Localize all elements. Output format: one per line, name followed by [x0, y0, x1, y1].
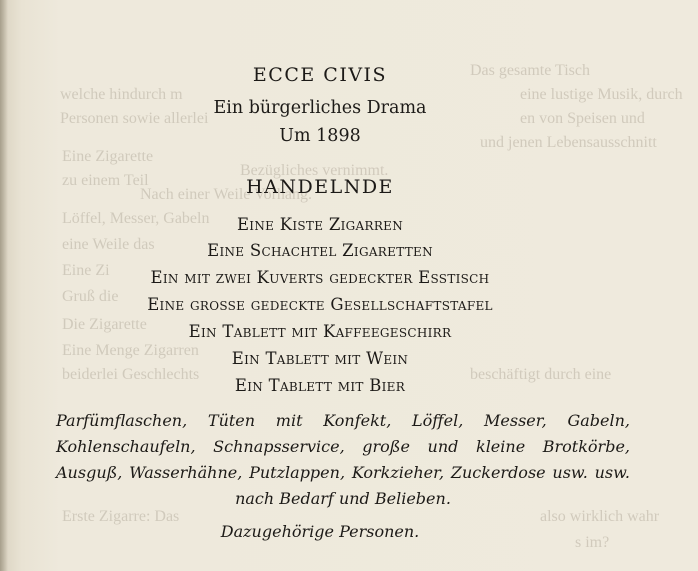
- show-through-line: Erste Zigarre: Das: [62, 508, 180, 525]
- show-through-line: Bezügliches vernimmt.: [240, 162, 389, 179]
- play-title: ECCE CIVIS: [252, 64, 388, 86]
- show-through-line: en von Speisen und: [520, 110, 645, 127]
- show-through-line: beschäftigt durch eine: [470, 366, 612, 383]
- cast-item: Eine Kiste Zigarren: [236, 215, 404, 234]
- show-through-line: Eine Zigarette: [62, 148, 154, 165]
- show-through-line: Nach einer Weile Vorhang.: [140, 186, 312, 203]
- show-through-line: Eine Zi: [62, 262, 110, 279]
- show-through-line: beiderlei Geschlechts: [62, 366, 200, 383]
- cast-item: Eine Schachtel Zigaretten: [207, 241, 433, 260]
- show-through-line: eine Weile das: [62, 236, 155, 253]
- show-through-line: Gruß die: [62, 288, 119, 305]
- play-subtitle: Ein bürgerliches Drama: [213, 98, 427, 118]
- cast-item: Eine grosse gedeckte Gesellschaftstafel: [147, 295, 493, 314]
- show-through-line: also wirklich wahr: [540, 508, 660, 525]
- persons-line: Dazugehörige Personen.: [220, 522, 420, 541]
- show-through-line: Eine Menge Zigarren: [62, 342, 199, 359]
- show-through-line: zu einem Teil: [62, 172, 149, 189]
- show-through-line: Löffel, Messer, Gabeln: [62, 210, 210, 227]
- show-through-line: Das gesamte Tisch: [470, 62, 590, 79]
- show-through-line: welche hindurch m: [60, 86, 183, 103]
- show-through-line: und jenen Lebensausschnitt: [480, 134, 657, 151]
- cast-item: Ein Tablett mit Wein: [231, 349, 409, 368]
- show-through-line: s im?: [575, 534, 610, 551]
- cast-heading: HANDELNDE: [246, 176, 394, 198]
- show-through-line: Personen sowie allerlei: [60, 110, 209, 127]
- cast-item: Ein Tablett mit Kaffeegeschirr: [188, 322, 452, 341]
- props-paragraph: Parfümflaschen, Tüten mit Konfekt, Löffel, Messer, Gabeln, Kohlenschaufeln, Schnapsservice, große und kleine Brotkörbe, Ausguß, Wasserhähne, Putzlappen, Korkzieher, Zuckerdose usw. usw. nach Bedarf und Belieben.: [56, 411, 630, 508]
- show-through-line: eine lustige Musik, durch: [520, 86, 683, 103]
- play-date-line: Um 1898: [279, 126, 361, 146]
- cast-item: Ein Tablett mit Bier: [234, 376, 406, 395]
- show-through-line: Die Zigarette: [62, 316, 147, 333]
- cast-item: Ein mit zwei Kuverts gedeckter Esstisch: [150, 268, 490, 287]
